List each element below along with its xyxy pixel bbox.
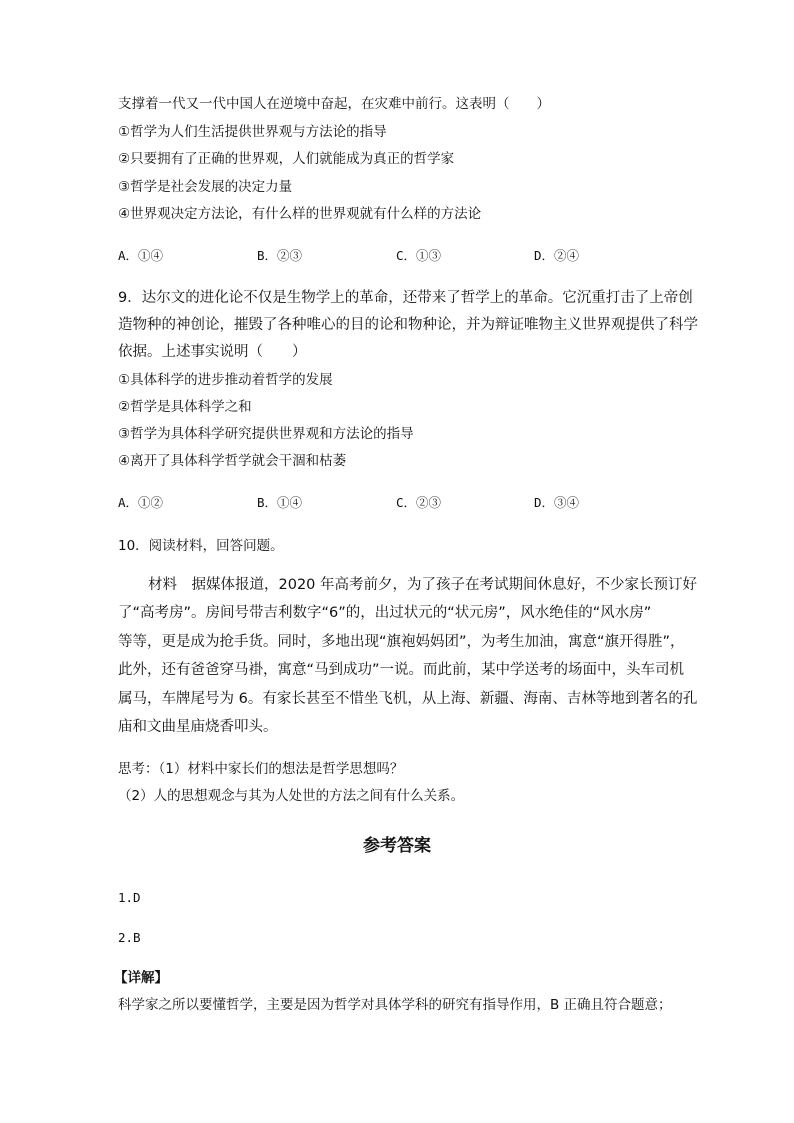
q8-option-c: C．①③ — [396, 248, 442, 263]
q10-material-line-6: 庙和文曲星庙烧香叩头。 — [118, 719, 278, 735]
q9-stem-line-3: 依据。上述事实说明（ ） — [118, 344, 307, 360]
q9-statement-2: ②哲学是具体科学之和 — [118, 399, 252, 415]
answer-1: 1.D — [118, 890, 141, 905]
q10-material-line-5: 属马，车牌尾号为 6。有家长甚至不惜坐飞机，从上海、新疆、海南、吉林等地到著名的孔 — [118, 691, 698, 707]
q9-option-b: B．①④ — [257, 495, 303, 510]
q9-stem-line-1: 9．达尔文的进化论不仅是生物学上的革命，还带来了哲学上的革命。它沉重打击了上帝创 — [118, 290, 693, 306]
answer-2: 2.B — [118, 930, 141, 945]
q8-option-b: B．②③ — [257, 248, 303, 263]
q8-statement-3: ③哲学是社会发展的决定力量 — [118, 179, 293, 195]
q8-statement-1: ①哲学为人们生活提供世界观与方法论的指导 — [118, 124, 387, 140]
q10-material-line-1: 材料 据媒体报道，2020 年高考前夕，为了孩子在考试期间休息好，不少家长预订好 — [148, 577, 698, 593]
q10-think-1: 思考：（1）材料中家长们的想法是哲学思想吗？ — [118, 761, 404, 777]
q8-stem: 支撑着一代又一代中国人在逆境中奋起，在灾难中前行。这表明（ ） — [118, 96, 550, 112]
q9-statement-1: ①具体科学的进步推动着哲学的发展 — [118, 372, 333, 388]
q9-option-d: D．③④ — [534, 495, 580, 510]
q9-stem-line-2: 造物种的神创论，摧毁了各种唯心的目的论和物种论，并为辩证唯物主义世界观提供了科学 — [118, 317, 698, 333]
q10-material-line-2: 了“高考房”。房间号带吉利数字“6”的，出过状元的“状元房”，风水绝佳的“风水房” — [118, 605, 652, 621]
detail-text: 科学家之所以要懂哲学，主要是因为哲学对具体学科的研究有指导作用，B 正确且符合题意； — [118, 997, 672, 1013]
q10-think-2: （2）人的思想观念与其为人处世的方法之间有什么关系。 — [118, 788, 465, 804]
q8-option-d: D．②④ — [534, 248, 580, 263]
q10-stem: 10．阅读材料，回答问题。 — [118, 538, 284, 554]
q10-material-line-4: 此外，还有爸爸穿马褂，寓意“马到成功”一说。而此前，某中学送考的场面中，头车司机 — [118, 662, 685, 678]
q8-option-a: A．①④ — [118, 248, 164, 263]
q10-material-line-3: 等等，更是成为抢手货。同时，多地出现“旗袍妈妈团”，为考生加油，寓意“旗开得胜”， — [118, 634, 685, 650]
q8-statement-4: ④世界观决定方法论，有什么样的世界观就有什么样的方法论 — [118, 206, 482, 222]
q8-statement-2: ②只要拥有了正确的世界观，人们就能成为真正的哲学家 — [118, 151, 455, 167]
q9-statement-4: ④离开了具体科学哲学就会干涸和枯萎 — [118, 453, 347, 469]
q9-option-c: C．②③ — [396, 495, 442, 510]
detail-label: 【详解】 — [114, 970, 168, 986]
q9-statement-3: ③哲学为具体科学研究提供世界观和方法论的指导 — [118, 426, 414, 442]
answers-title: 参考答案 — [363, 836, 431, 856]
q9-option-a: A．①② — [118, 495, 164, 510]
